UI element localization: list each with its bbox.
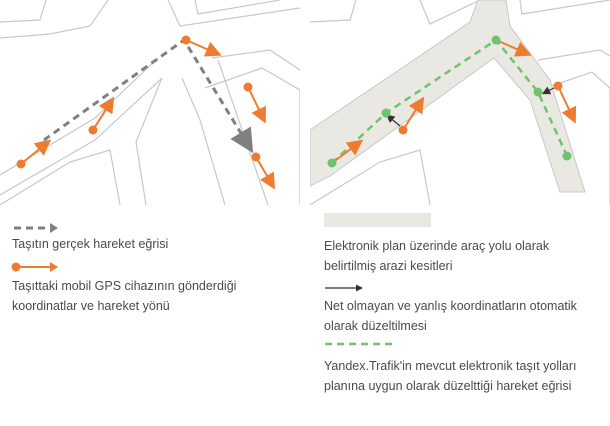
road-sections (310, 0, 585, 192)
legend-road-band-swatch (324, 213, 431, 227)
legend-correction-arrow-label-line1: Net olmayan ve yanlış koordinatların otomatik (324, 299, 577, 313)
raw-gps-map (0, 0, 300, 205)
legend-snapped-path-label-line1: Yandex.Trafik'in mevcut elektronik taşıt yolları (324, 359, 577, 373)
corrected-map (310, 0, 610, 205)
gps-vector-5 (252, 153, 274, 187)
true-vehicle-path (44, 40, 250, 148)
legend-snapped-path-swatch (324, 340, 394, 348)
legend-true-path-label: Taşıtın gerçek hareket eğrisi (12, 237, 169, 251)
gps-vector-2 (89, 100, 113, 135)
gps-vector-1 (17, 142, 49, 169)
legend-true-path-swatch (12, 222, 60, 234)
legend-gps-vector-label-line1: Taşıttaki mobil GPS cihazının gönderdiği (12, 279, 237, 293)
legend-snapped-path-label-line2: planına uygun olarak düzelttiği hareket eğrisi (324, 379, 572, 393)
legend-correction-arrow-label-line2: olarak düzeltilmesi (324, 319, 427, 333)
legend-road-band-label-line2: belirtilmiş arazi kesitleri (324, 259, 453, 273)
legend-correction-arrow-swatch (324, 283, 364, 293)
legend-gps-vector-label-line2: koordinatlar ve hareket yönü (12, 299, 170, 313)
legend-gps-vector-swatch (10, 260, 60, 274)
gps-vector-4 (244, 83, 265, 121)
gps-vector-3 (182, 36, 219, 55)
legend-road-band-label-line1: Elektronik plan üzerinde araç yolu olarak (324, 239, 550, 253)
